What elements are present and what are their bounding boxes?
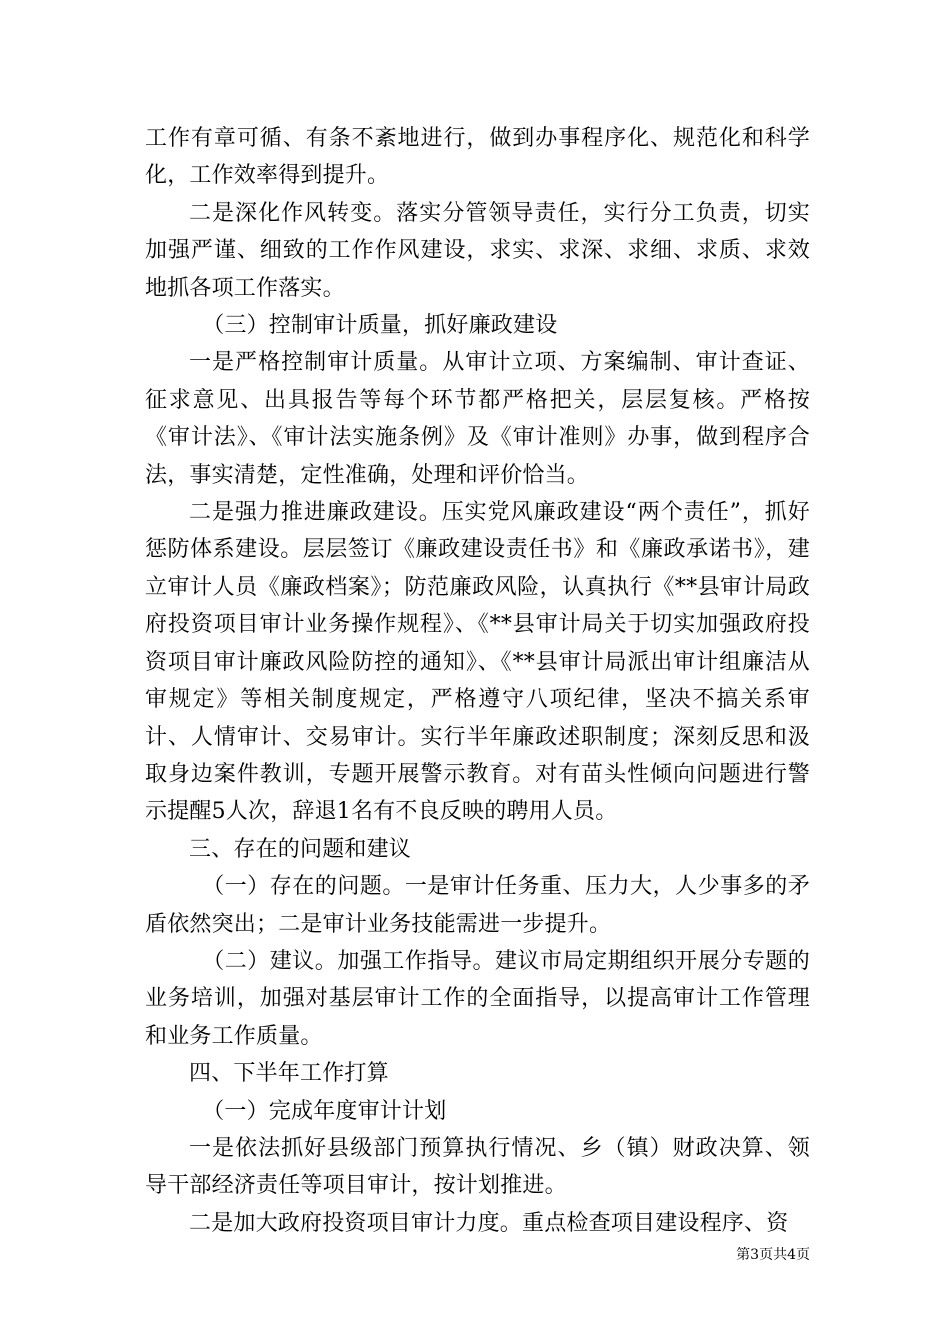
paragraph-budget-audit: 一是依法抓好县级部门预算执行情况、乡（镇）财政决算、领导干部经济责任等项目审计，按计划推进。 xyxy=(145,1135,810,1199)
section-heading-plans: 四、下半年工作打算 xyxy=(189,1061,389,1087)
paragraph-suggestions: （二）建议。加强工作指导。建议市局定期组织开展分专题的业务培训，加强对基层审计工作的全面指导，以提高审计工作管理和业务工作质量。 xyxy=(145,948,810,1049)
paragraph-integrity-building: 二是强力推进廉政建设。压实党风廉政建设“两个责任”，抓好惩防体系建设。层层签订《廉政建设责任书》和《廉政承诺书》，建立审计人员《廉政档案》；防范廉政风险，认真执行《**县审计局政府投资项目审计业务操作规程》、《**县审计局关于切实加强政府投资项目审计廉政风险防控的通知》、《**县审计局派出审计组廉洁从审规定》等相关制度规定，严格遵守八项纪律，坚决不搞关系审计、人情审计、交易审计。实行半年廉政述职制度；深刻反思和汲取身边案件教训，专题开展警示教育。对有苗头性倾向问题进行警示提醒5人次，辞退1名有不良反映的聘用人员。 xyxy=(145,500,810,825)
page-number: 第3页共4页 xyxy=(736,1247,810,1263)
paragraph-problems: （一）存在的问题。一是审计任务重、压力大，人少事多的矛盾依然突出；二是审计业务技能需进一步提升。 xyxy=(145,874,810,937)
paragraph-investment-audit: 二是加大政府投资项目审计力度。重点检查项目建设程序、资 xyxy=(189,1210,789,1236)
paragraph-continuation: 工作有章可循、有条不紊地进行，做到办事程序化、规范化和科学化，工作效率得到提升。 xyxy=(145,126,810,189)
paragraph-work-style: 二是深化作风转变。落实分管领导责任，实行分工负责，切实加强严谨、细致的工作作风建设，求实、求深、求细、求质、求效地抓各项工作落实。 xyxy=(145,200,810,301)
subsection-heading-annual-plan: （一）完成年度审计计划 xyxy=(202,1098,447,1124)
document-body xyxy=(145,120,810,1242)
paragraph-audit-quality: 一是严格控制审计质量。从审计立项、方案编制、审计查证、征求意见、出具报告等每个环节都严格把关，层层复核。严格按《审计法》、《审计法实施条例》及《审计准则》办事，做到程序合法，事实清楚，定性准确，处理和评价恰当。 xyxy=(145,350,810,488)
section-heading-audit-quality: （三）控制审计质量，抓好廉政建设 xyxy=(202,313,558,339)
section-heading-problems: 三、存在的问题和建议 xyxy=(189,836,412,862)
